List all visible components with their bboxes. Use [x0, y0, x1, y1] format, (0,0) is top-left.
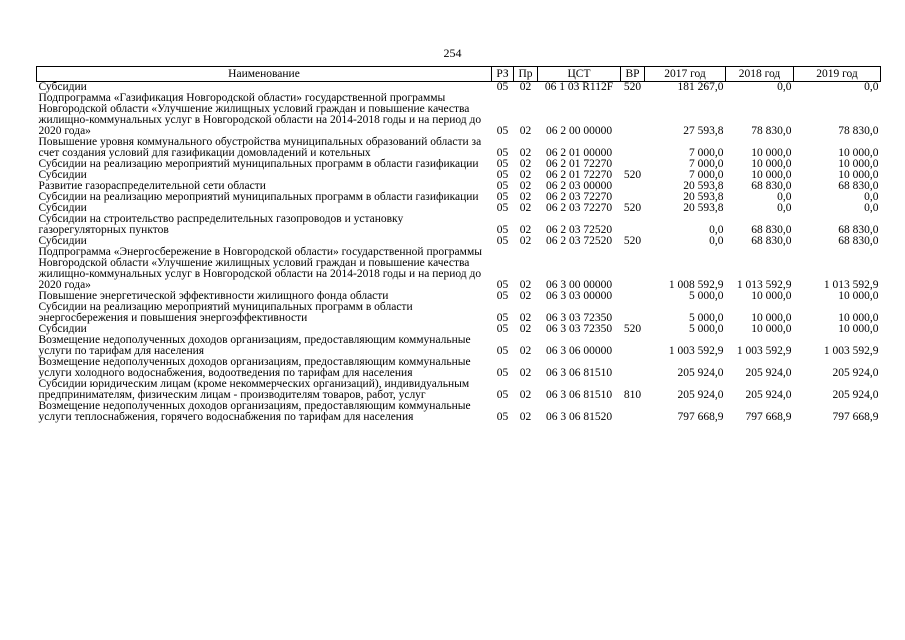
row-vr: 810 [623, 389, 642, 401]
header-2018: 2018 год [726, 67, 794, 82]
row-value-2019: 78 830,0 [838, 125, 879, 137]
row-value-2019: 797 668,9 [832, 411, 879, 423]
row-vr: 520 [623, 169, 642, 181]
row-value-2017: 20 593,8 [683, 180, 724, 192]
row-pr: 02 [519, 81, 532, 93]
page-number: 254 [443, 46, 462, 60]
row-value-2018: 10 000,0 [751, 312, 792, 324]
row-rz: 05 [496, 389, 509, 401]
row-value-2019: 0,0 [864, 191, 879, 203]
row-value-2019: 10 000,0 [838, 290, 879, 302]
row-name: Субсидии [38, 323, 87, 335]
header-2019: 2019 год [794, 67, 881, 82]
row-value-2017: 0,0 [709, 235, 724, 247]
row-name: Субсидии на реализацию мероприятий муниципальных программ в области энергосбережения и повышения энергоэффективности [38, 301, 413, 324]
row-value-2019: 10 000,0 [838, 147, 879, 159]
row-name: Повышение энергетической эффективности жилищного фонда области [38, 290, 389, 302]
row-pr: 02 [519, 312, 532, 324]
row-vr [621, 291, 645, 302]
row-pr: 02 [519, 180, 532, 192]
table-row [37, 214, 881, 236]
table-row [37, 137, 881, 159]
row-cst: 06 3 00 00000 [545, 279, 613, 291]
row-pr: 02 [519, 367, 532, 379]
row-cst: 06 2 01 72270 [545, 169, 613, 181]
row-value-2017: 7 000,0 [689, 158, 724, 170]
table-row [37, 247, 881, 291]
row-cst: 06 3 03 00000 [545, 290, 613, 302]
row-value-2017: 27 593,8 [683, 125, 724, 137]
row-cst: 06 3 06 00000 [545, 345, 613, 357]
row-rz: 05 [496, 224, 509, 236]
row-value-2017: 20 593,8 [683, 191, 724, 203]
row-value-2019: 10 000,0 [838, 158, 879, 170]
row-pr: 02 [519, 323, 532, 335]
row-value-2017: 1 008 592,9 [668, 279, 724, 291]
row-pr: 02 [519, 191, 532, 203]
row-vr [621, 93, 645, 137]
row-value-2019: 10 000,0 [838, 312, 879, 324]
row-value-2019: 10 000,0 [838, 323, 879, 335]
row-pr: 02 [519, 202, 532, 214]
row-pr: 02 [519, 224, 532, 236]
row-value-2018: 0,0 [777, 191, 792, 203]
row-value-2017: 205 924,0 [677, 389, 724, 401]
row-rz: 05 [496, 147, 509, 159]
row-value-2019: 1 003 592,9 [823, 345, 879, 357]
row-name: Субсидии [38, 81, 87, 93]
row-value-2018: 797 668,9 [745, 411, 792, 423]
row-rz: 05 [496, 81, 509, 93]
row-value-2017: 1 003 592,9 [668, 345, 724, 357]
row-name: Возмещение недополученных доходов организациям, предоставляющим коммунальные услуги холодного водоснабжения, водоотведения по тарифам для населения [38, 356, 471, 379]
header-cst: ЦСТ [538, 67, 621, 82]
table-row [37, 379, 881, 401]
row-cst: 06 2 01 72270 [545, 158, 613, 170]
row-rz: 05 [496, 279, 509, 291]
row-name: Субсидии [38, 202, 87, 214]
row-cst: 06 3 03 72350 [545, 312, 613, 324]
row-name: Субсидии на реализацию мероприятий муниципальных программ в области газификации [38, 191, 479, 203]
budget-table [36, 66, 881, 423]
row-pr: 02 [519, 147, 532, 159]
row-value-2018: 68 830,0 [751, 180, 792, 192]
row-value-2017: 205 924,0 [677, 367, 724, 379]
row-value-2019: 1 013 592,9 [823, 279, 879, 291]
row-pr: 02 [519, 279, 532, 291]
row-value-2018: 68 830,0 [751, 235, 792, 247]
row-vr [621, 401, 645, 423]
row-cst: 06 2 01 00000 [545, 147, 613, 159]
table-row [37, 192, 881, 203]
row-rz: 05 [496, 323, 509, 335]
row-value-2017: 7 000,0 [689, 147, 724, 159]
row-value-2019: 68 830,0 [838, 224, 879, 236]
row-name: Субсидии на строительство распределительных газопроводов и установку газорегуляторных пунктов [38, 213, 404, 236]
row-value-2019: 0,0 [864, 81, 879, 93]
row-cst: 06 1 03 R112F [544, 81, 614, 93]
row-value-2018: 1 013 592,9 [736, 279, 792, 291]
table-row [37, 335, 881, 357]
row-cst: 06 2 03 00000 [545, 180, 613, 192]
row-vr [621, 137, 645, 159]
row-cst: 06 2 03 72270 [545, 191, 613, 203]
row-value-2017: 5 000,0 [689, 312, 724, 324]
header-pr: Пр [514, 67, 538, 82]
row-name: Повышение уровня коммунального обустройства муниципальных образований области за счет создания условий для газификации домовладений и котельных [38, 136, 482, 159]
row-value-2019: 68 830,0 [838, 180, 879, 192]
header-name: Наименование [37, 67, 492, 82]
row-value-2017: 20 593,8 [683, 202, 724, 214]
row-value-2018: 10 000,0 [751, 147, 792, 159]
row-cst: 06 3 03 72350 [545, 323, 613, 335]
row-rz: 05 [496, 367, 509, 379]
row-rz: 05 [496, 235, 509, 247]
row-vr [621, 247, 645, 291]
row-rz: 05 [496, 312, 509, 324]
row-name: Возмещение недополученных доходов организациям, предоставляющим коммунальные услуги по тарифам для населения [38, 334, 471, 357]
row-cst: 06 2 03 72270 [545, 202, 613, 214]
row-value-2019: 68 830,0 [838, 235, 879, 247]
row-value-2017: 181 267,0 [677, 81, 724, 93]
row-value-2019: 205 924,0 [832, 367, 879, 379]
row-value-2018: 1 003 592,9 [736, 345, 792, 357]
row-name: Субсидии на реализацию мероприятий муниципальных программ в области газификации [38, 158, 479, 170]
table-row [37, 401, 881, 423]
header-2017: 2017 год [645, 67, 726, 82]
row-pr: 02 [519, 411, 532, 423]
header-rz: РЗ [492, 67, 514, 82]
row-name: Развитие газораспределительной сети области [38, 180, 266, 192]
row-rz: 05 [496, 290, 509, 302]
row-cst: 06 2 03 72520 [545, 235, 613, 247]
row-name: Подпрограмма «Газификация Новгородской области» государственной программы Новгородской области «Улучшение жилищных условий граждан и повышение качества жилищно-коммунальных услуг в Новгородской области на 2014-2018 годы и на период до 2020 года» [38, 92, 482, 137]
row-pr: 02 [519, 158, 532, 170]
row-pr: 02 [519, 290, 532, 302]
row-vr: 520 [623, 81, 642, 93]
row-value-2017: 7 000,0 [689, 169, 724, 181]
row-vr [621, 214, 645, 236]
row-value-2018: 10 000,0 [751, 169, 792, 181]
row-name: Подпрограмма «Энергосбережение в Новгородской области» государственной программы Новгородской области «Улучшение жилищных условий граждан и повышение качества жилищно-коммунальных услуг в Новгородской области на 2014-2018 годы и на период до 2020 года» [38, 246, 482, 291]
row-value-2017: 797 668,9 [677, 411, 724, 423]
row-vr: 520 [623, 202, 642, 214]
row-value-2017: 5 000,0 [689, 290, 724, 302]
row-rz: 05 [496, 345, 509, 357]
row-rz: 05 [496, 202, 509, 214]
row-vr [621, 302, 645, 324]
row-cst: 06 2 03 72520 [545, 224, 613, 236]
row-cst: 06 3 06 81510 [545, 389, 613, 401]
row-vr [621, 181, 645, 192]
table-row [37, 357, 881, 379]
row-pr: 02 [519, 345, 532, 357]
row-value-2018: 68 830,0 [751, 224, 792, 236]
row-rz: 05 [496, 158, 509, 170]
row-value-2019: 10 000,0 [838, 169, 879, 181]
row-pr: 02 [519, 125, 532, 137]
row-rz: 05 [496, 180, 509, 192]
row-value-2018: 205 924,0 [745, 367, 792, 379]
header-vr: ВР [621, 67, 645, 82]
row-value-2017: 5 000,0 [689, 323, 724, 335]
row-cst: 06 3 06 81520 [545, 411, 613, 423]
row-vr [621, 335, 645, 357]
row-name: Субсидии юридическим лицам (кроме некоммерческих организаций), индивидуальным предпринимателям, физическим лицам - производителям товаров, работ, услуг [38, 378, 470, 401]
row-vr [621, 357, 645, 379]
row-value-2017: 0,0 [709, 224, 724, 236]
row-value-2018: 0,0 [777, 81, 792, 93]
table-header-row [37, 67, 881, 82]
row-vr: 520 [623, 323, 642, 335]
row-value-2018: 10 000,0 [751, 158, 792, 170]
row-pr: 02 [519, 169, 532, 181]
row-rz: 05 [496, 169, 509, 181]
table-row [37, 93, 881, 137]
table-row [37, 302, 881, 324]
row-value-2018: 205 924,0 [745, 389, 792, 401]
row-rz: 05 [496, 411, 509, 423]
row-name: Субсидии [38, 169, 87, 181]
row-name: Субсидии [38, 235, 87, 247]
row-vr: 520 [623, 235, 642, 247]
row-cst: 06 2 00 00000 [545, 125, 613, 137]
row-value-2019: 0,0 [864, 202, 879, 214]
row-cst: 06 3 06 81510 [545, 367, 613, 379]
row-name: Возмещение недополученных доходов организациям, предоставляющим коммунальные услуги теплоснабжения, горячего водоснабжения по тарифам для населения [38, 400, 471, 423]
row-value-2018: 78 830,0 [751, 125, 792, 137]
row-rz: 05 [496, 125, 509, 137]
row-pr: 02 [519, 235, 532, 247]
row-rz: 05 [496, 191, 509, 203]
row-value-2018: 10 000,0 [751, 323, 792, 335]
row-value-2018: 10 000,0 [751, 290, 792, 302]
row-value-2019: 205 924,0 [832, 389, 879, 401]
row-value-2018: 0,0 [777, 202, 792, 214]
row-pr: 02 [519, 389, 532, 401]
